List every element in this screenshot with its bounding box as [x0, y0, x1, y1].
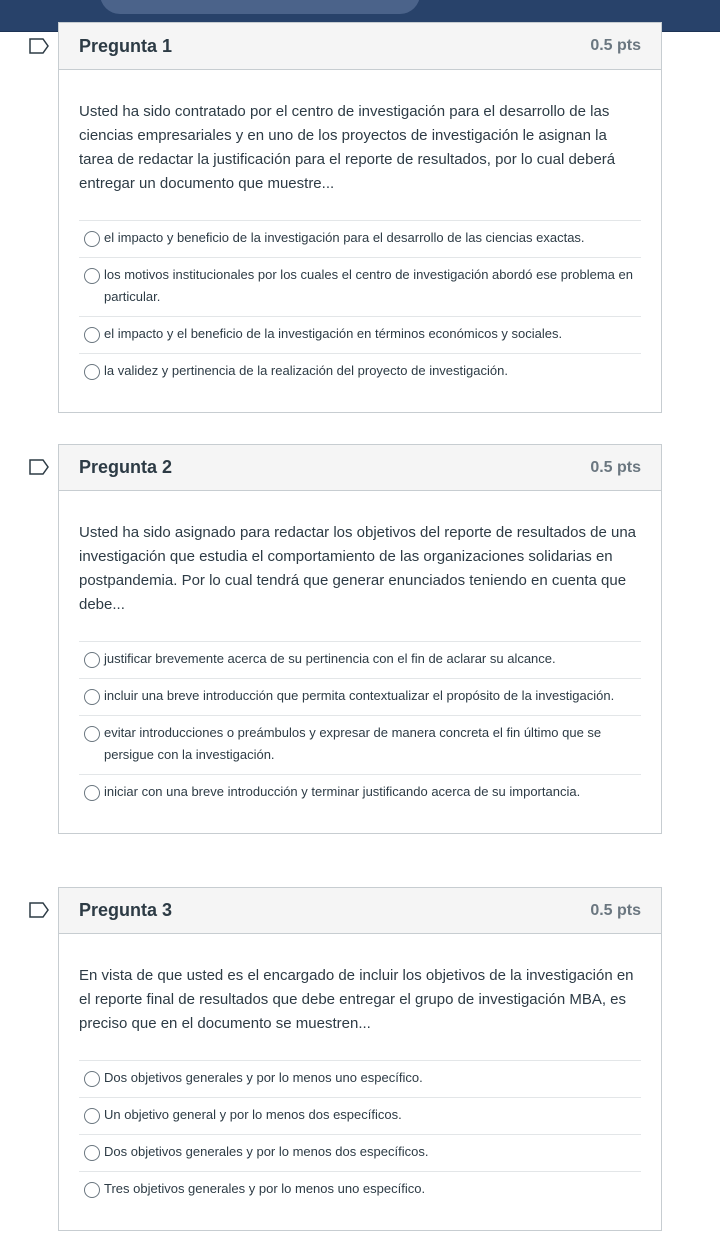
answer-label: la validez y pertinencia de la realización del proyecto de investigación.: [104, 363, 508, 378]
question-body: [59, 70, 661, 412]
question-card-3: [58, 887, 662, 1231]
question-points: 0.5 pts: [590, 901, 641, 919]
answer-list: [79, 641, 641, 811]
answer-option[interactable]: [79, 221, 641, 258]
question-title: Pregunta 1: [79, 35, 173, 56]
radio-button[interactable]: [84, 327, 100, 343]
question-title: Pregunta 2: [79, 457, 173, 477]
radio-button[interactable]: [84, 1108, 100, 1124]
radio-button[interactable]: [84, 268, 100, 284]
answer-label: evitar introducciones o preámbulos y expresar de manera concreta el fin último que se persigue con la investigación.: [104, 725, 602, 762]
answer-list: [79, 220, 641, 390]
question-header: [59, 888, 661, 934]
question-body: [59, 491, 661, 833]
radio-button[interactable]: [84, 1071, 100, 1087]
answer-option[interactable]: [79, 642, 641, 679]
answer-label: Un objetivo general y por lo menos dos específicos.: [104, 1107, 402, 1122]
answer-option[interactable]: [79, 679, 641, 716]
answer-list: [79, 1060, 641, 1208]
radio-button[interactable]: [84, 364, 100, 380]
question-card-1: [58, 22, 662, 413]
question-points: 0.5 pts: [590, 458, 641, 476]
answer-label: Dos objetivos generales y por lo menos uno específico.: [104, 1070, 423, 1085]
answer-option[interactable]: [79, 354, 641, 390]
answer-option[interactable]: [79, 775, 641, 811]
flag-question-icon[interactable]: [29, 902, 49, 918]
answer-option[interactable]: [79, 1135, 641, 1172]
answer-label: iniciar con una breve introducción y terminar justificando acerca de su importancia.: [104, 784, 581, 799]
flag-question-icon[interactable]: [29, 459, 49, 475]
answer-option[interactable]: [79, 1172, 641, 1208]
question-text: Usted ha sido contratado por el centro de investigación para el desarrollo de las ciencias empresariales y en uno de los proyectos de investigación le asignan la tarea de redactar la justificación para el reporte de resultados, por lo cual deberá entregar un documento que muestre...: [79, 103, 616, 192]
question-title: Pregunta 3: [79, 900, 173, 920]
answer-option[interactable]: [79, 258, 641, 317]
question-header: [59, 445, 661, 491]
radio-button[interactable]: [84, 1182, 100, 1198]
flag-question-icon[interactable]: [29, 38, 49, 54]
answer-label: incluir una breve introducción que permita contextualizar el propósito de la investigación.: [104, 688, 615, 703]
answer-option[interactable]: [79, 1061, 641, 1098]
answer-label: Dos objetivos generales y por lo menos dos específicos.: [104, 1144, 429, 1159]
answer-label: Tres objetivos generales y por lo menos uno específico.: [104, 1181, 426, 1196]
radio-button[interactable]: [84, 689, 100, 705]
question-text: Usted ha sido asignado para redactar los objetivos del reporte de resultados de una investigación que estudia el comportamiento de las organizaciones solidarias en postpandemia. Por lo cual tendrá que generar enunciados teniendo en cuenta que debe...: [79, 524, 637, 613]
answer-option[interactable]: [79, 716, 641, 775]
answer-option[interactable]: [79, 317, 641, 354]
radio-button[interactable]: [84, 785, 100, 801]
radio-button[interactable]: [84, 726, 100, 742]
question-points: 0.5 pts: [590, 37, 641, 54]
question-header: [59, 23, 661, 70]
answer-option[interactable]: [79, 1098, 641, 1135]
radio-button[interactable]: [84, 1145, 100, 1161]
question-text: En vista de que usted es el encargado de incluir los objetivos de la investigación en el reporte final de resultados que debe entregar el grupo de investigación MBA, es preciso que en el documento se muestren...: [79, 967, 634, 1032]
radio-button[interactable]: [84, 231, 100, 247]
question-card-2: [58, 444, 662, 834]
answer-label: los motivos institucionales por los cuales el centro de investigación abordó ese problema en particular.: [104, 267, 633, 304]
radio-button[interactable]: [84, 652, 100, 668]
top-pill-control[interactable]: [100, 0, 420, 14]
answer-label: el impacto y beneficio de la investigación para el desarrollo de las ciencias exactas.: [104, 230, 585, 245]
answer-label: justificar brevemente acerca de su pertinencia con el fin de aclarar su alcance.: [104, 651, 556, 666]
question-body: [59, 934, 661, 1230]
answer-label: el impacto y el beneficio de la investigación en términos económicos y sociales.: [104, 326, 563, 341]
